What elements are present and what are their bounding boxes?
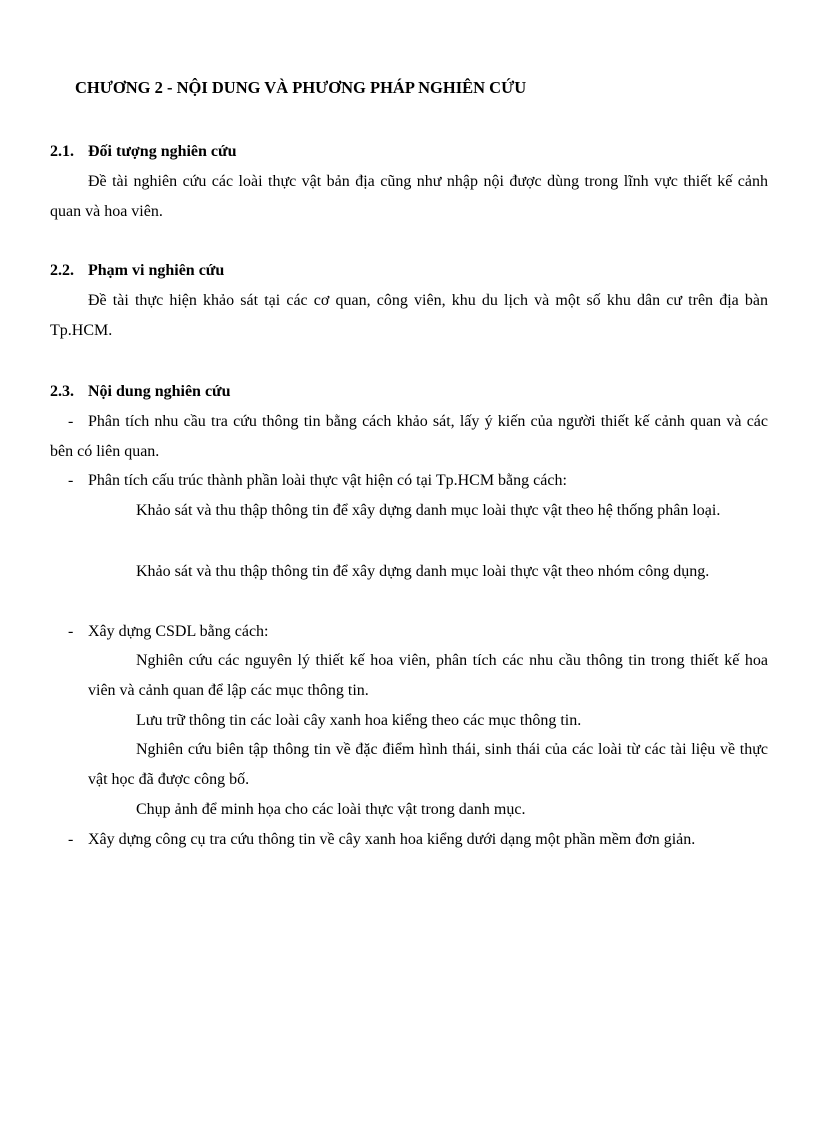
section-heading-2-2 [50, 262, 224, 280]
sub-item: Nghiên cứu biên tập thông tin về đặc điểm hình thái, sinh thái của các loài từ các tài liệu về thực vật học đã được công bố. [88, 741, 768, 788]
list-item [50, 466, 768, 496]
list-item [50, 407, 768, 467]
bullet-dash: - [68, 831, 74, 848]
section-title: Đối tượng nghiên cứu [88, 143, 237, 160]
section-title: Phạm vi nghiên cứu [88, 262, 225, 279]
list-item [50, 825, 780, 855]
sub-item: Khảo sát và thu thập thông tin để xây dựng danh mục loài thực vật theo nhóm công dụng. [136, 563, 710, 580]
sub-item: Khảo sát và thu thập thông tin để xây dựng danh mục loài thực vật theo hệ thống phân loại. [136, 502, 721, 519]
list-item-text: Phân tích nhu cầu tra cứu thông tin bằng cách khảo sát, lấy ý kiến của người thiết kế cảnh quan và các bên có liên quan. [50, 413, 768, 460]
sub-item: Lưu trữ thông tin các loài cây xanh hoa kiểng theo các mục thông tin. [136, 712, 582, 729]
section-paragraph-2-2: Đề tài thực hiện khảo sát tại các cơ quan, công viên, khu du lịch và một số khu dân cư trên địa bàn Tp.HCM. [50, 292, 768, 339]
list-item-text: Xây dựng công cụ tra cứu thông tin về cây xanh hoa kiểng dưới dạng một phần mềm đơn giản. [88, 831, 696, 848]
bullet-dash: - [68, 413, 74, 430]
bullet-dash: - [68, 623, 74, 640]
sub-item: Chụp ảnh để minh họa cho các loài thực vật trong danh mục. [136, 801, 526, 818]
chapter-title: CHƯƠNG 2 - NỘI DUNG VÀ PHƯƠNG PHÁP NGHIÊN CỨU [75, 78, 527, 97]
list-item-text: Phân tích cấu trúc thành phần loài thực vật hiện có tại Tp.HCM bằng cách: [88, 472, 567, 489]
section-number: 2.2. [50, 262, 74, 279]
section-number: 2.1. [50, 143, 74, 160]
section-title: Nội dung nghiên cứu [88, 383, 231, 400]
section-paragraph-2-1: Đề tài nghiên cứu các loài thực vật bản địa cũng như nhập nội được dùng trong lĩnh vực thiết kế cảnh quan và hoa viên. [50, 173, 768, 220]
section-number: 2.3. [50, 383, 74, 400]
bullet-dash: - [68, 472, 74, 489]
section-heading-2-1 [50, 143, 237, 161]
sub-item: Nghiên cứu các nguyên lý thiết kế hoa viên, phân tích các nhu cầu thông tin trong thiết kế hoa viên và cảnh quan để lập các mục thông tin. [88, 652, 768, 699]
list-item-text: Xây dựng CSDL bằng cách: [88, 623, 269, 640]
section-heading-2-3 [50, 383, 231, 401]
list-item [50, 617, 768, 647]
